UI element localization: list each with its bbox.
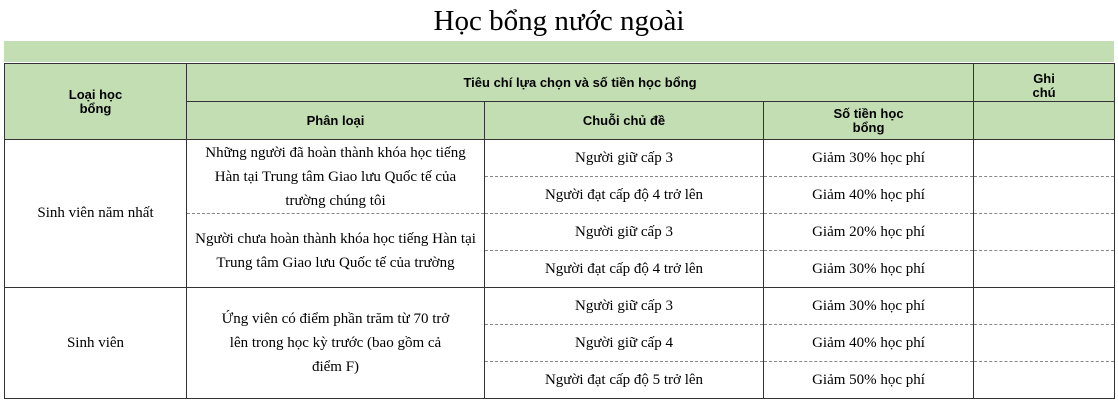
category-cell: Những người đã hoàn thành khóa học tiếng Hàn tại Trung tâm Giao lưu Quốc tế của trường chúng tôi bbox=[187, 140, 485, 214]
amount-cell: Giảm 30% học phí bbox=[764, 288, 974, 325]
table-row bbox=[5, 288, 1115, 325]
amount-cell: Giảm 30% học phí bbox=[764, 140, 974, 177]
note-cell bbox=[974, 140, 1115, 177]
topic-cell: Người đạt cấp độ 4 trở lên bbox=[485, 177, 764, 214]
topic-cell: Người giữ cấp 3 bbox=[485, 288, 764, 325]
page-title: Học bổng nước ngoài bbox=[433, 5, 685, 37]
header-amount: Số tiền học bổng bbox=[764, 102, 974, 140]
header-topic-chain: Chuỗi chủ đề bbox=[485, 102, 764, 140]
amount-cell: Giảm 20% học phí bbox=[764, 214, 974, 251]
amount-cell: Giảm 50% học phí bbox=[764, 362, 974, 399]
note-cell bbox=[974, 288, 1115, 325]
topic-cell: Người giữ cấp 3 bbox=[485, 140, 764, 177]
scholarship-type-cell: Sinh viên bbox=[5, 288, 187, 399]
scholarship-table bbox=[4, 63, 1115, 399]
amount-cell: Giảm 40% học phí bbox=[764, 325, 974, 362]
header-criteria: Tiêu chí lựa chọn và số tiền học bổng bbox=[187, 64, 974, 102]
header-notes: Ghi chú bbox=[974, 64, 1115, 102]
topic-cell: Người đạt cấp độ 4 trở lên bbox=[485, 251, 764, 288]
note-cell bbox=[974, 251, 1115, 288]
note-cell bbox=[974, 177, 1115, 214]
topic-cell: Người đạt cấp độ 5 trở lên bbox=[485, 362, 764, 399]
note-cell bbox=[974, 362, 1115, 399]
category-cell: Ứng viên có điểm phần trăm từ 70 trở lên trong học kỳ trước (bao gồm cả điểm F) bbox=[187, 288, 485, 399]
amount-cell: Giảm 40% học phí bbox=[764, 177, 974, 214]
category-cell: Người chưa hoàn thành khóa học tiếng Hàn tại Trung tâm Giao lưu Quốc tế của trường bbox=[187, 214, 485, 288]
topic-cell: Người giữ cấp 4 bbox=[485, 325, 764, 362]
header-band bbox=[4, 41, 1114, 62]
amount-cell: Giảm 30% học phí bbox=[764, 251, 974, 288]
table-row bbox=[5, 140, 1115, 177]
topic-cell: Người giữ cấp 3 bbox=[485, 214, 764, 251]
note-cell bbox=[974, 325, 1115, 362]
note-cell bbox=[974, 214, 1115, 251]
header-category: Phân loại bbox=[187, 102, 485, 140]
scholarship-type-cell: Sinh viên năm nhất bbox=[5, 140, 187, 288]
header-scholarship-type: Loại học bổng bbox=[5, 64, 187, 140]
header-notes-sub bbox=[974, 102, 1115, 140]
